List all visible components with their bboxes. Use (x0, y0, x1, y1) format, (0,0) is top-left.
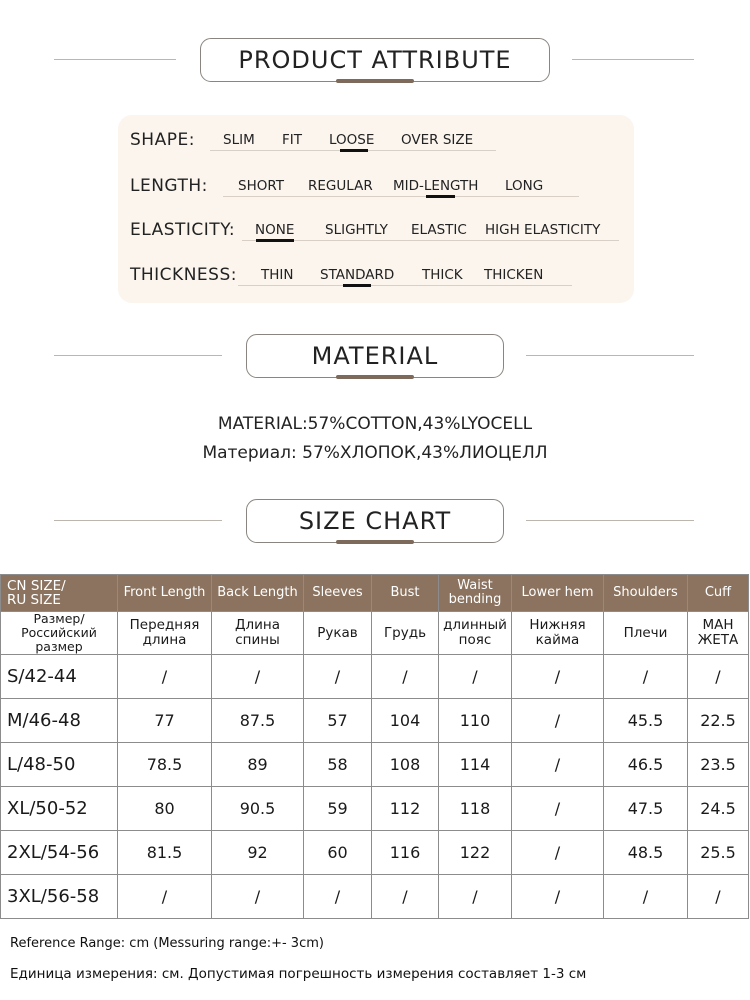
attribute-option: HIGH ELASTICITY (485, 222, 601, 238)
attribute-option-selected: STANDARD (320, 267, 395, 283)
selected-marker (340, 149, 368, 152)
attribute-option-selected: LOOSE (329, 132, 375, 148)
product-attribute-heading (200, 38, 550, 82)
attribute-baseline (223, 196, 579, 197)
table-cell: / (688, 875, 749, 919)
table-cell: / (304, 875, 372, 919)
table-cell: 58 (304, 743, 372, 787)
material-line-ru: Материал: 57%ХЛОПОК,43%ЛИОЦЕЛЛ (202, 443, 548, 463)
material-heading (246, 334, 504, 378)
size-table (0, 574, 749, 919)
table-cell: МАН ЖЕТА (688, 612, 749, 655)
divider-left (54, 520, 222, 521)
selected-marker (343, 284, 371, 287)
attribute-row-shape (118, 128, 634, 158)
attribute-row-length (118, 174, 634, 204)
table-cell: Front Length (118, 575, 212, 612)
table-cell: 60 (304, 831, 372, 875)
table-cell: / (439, 655, 512, 699)
table-cell: Cuff (688, 575, 749, 612)
table-cell: / (372, 655, 439, 699)
table-cell: / (372, 875, 439, 919)
table-cell: / (688, 655, 749, 699)
divider-right (572, 59, 694, 60)
size-label-cell: 3XL/56-58 (1, 875, 118, 919)
table-cell: 59 (304, 787, 372, 831)
table-row (1, 699, 749, 743)
heading-underline (336, 540, 414, 544)
attribute-option: OVER SIZE (401, 132, 474, 148)
attribute-option-selected: MID-LENGTH (393, 178, 479, 194)
table-cell: 112 (372, 787, 439, 831)
size-chart-heading (246, 499, 504, 543)
material-title: MATERIAL (311, 342, 439, 370)
table-cell: 48.5 (604, 831, 688, 875)
table-cell: / (118, 875, 212, 919)
table-header-row-ru (1, 612, 749, 655)
table-header-row (1, 575, 749, 612)
size-label-cell: M/46-48 (1, 699, 118, 743)
attribute-option: FIT (282, 132, 302, 148)
table-cell: 122 (439, 831, 512, 875)
table-cell: Длина спины (212, 612, 304, 655)
table-cell: Back Length (212, 575, 304, 612)
table-cell: Передняя длина (118, 612, 212, 655)
table-cell: / (512, 831, 604, 875)
table-cell: / (212, 655, 304, 699)
size-label-cell: CN SIZE/ RU SIZE (1, 575, 118, 612)
size-chart-title: SIZE CHART (298, 507, 452, 535)
table-cell: 78.5 (118, 743, 212, 787)
table-cell: 47.5 (604, 787, 688, 831)
table-cell: 116 (372, 831, 439, 875)
table-row (1, 743, 749, 787)
table-cell: Плечи (604, 612, 688, 655)
table-cell: / (304, 655, 372, 699)
table-row (1, 831, 749, 875)
material-line-en: MATERIAL:57%COTTON,43%LYOCELL (217, 414, 533, 434)
table-cell: 25.5 (688, 831, 749, 875)
table-cell: / (212, 875, 304, 919)
size-label-cell: S/42-44 (1, 655, 118, 699)
table-cell: Bust (372, 575, 439, 612)
table-cell: 80 (118, 787, 212, 831)
size-label-cell: Размер/ Российский размер (1, 612, 118, 655)
attribute-option: REGULAR (308, 178, 373, 194)
table-cell: / (512, 743, 604, 787)
attribute-baseline (242, 240, 619, 241)
size-label-cell: 2XL/54-56 (1, 831, 118, 875)
attribute-label: SHAPE: (130, 130, 195, 150)
attribute-panel (118, 115, 634, 303)
table-cell: 77 (118, 699, 212, 743)
table-cell: 89 (212, 743, 304, 787)
table-cell: 81.5 (118, 831, 212, 875)
table-cell: 110 (439, 699, 512, 743)
reference-range-note-ru: Единица измерения: см. Допустимая погрешность измерения составляет 1-3 см (10, 966, 587, 982)
attribute-row-elasticity (118, 218, 634, 248)
table-cell: / (118, 655, 212, 699)
attribute-option: THIN (261, 267, 294, 283)
table-cell: 24.5 (688, 787, 749, 831)
table-cell: 46.5 (604, 743, 688, 787)
table-cell: Нижняя кайма (512, 612, 604, 655)
size-label-cell: L/48-50 (1, 743, 118, 787)
table-cell: 45.5 (604, 699, 688, 743)
size-label-cell: XL/50-52 (1, 787, 118, 831)
attribute-option: SHORT (238, 178, 284, 194)
table-cell: 23.5 (688, 743, 749, 787)
table-cell: / (512, 699, 604, 743)
table-cell: 57 (304, 699, 372, 743)
attribute-option: THICK (422, 267, 463, 283)
heading-underline (336, 79, 414, 83)
table-cell: Lower hem (512, 575, 604, 612)
table-cell: 118 (439, 787, 512, 831)
attribute-row-thickness (118, 263, 634, 293)
divider-right (526, 355, 694, 356)
attribute-option: SLIGHTLY (325, 222, 388, 238)
attribute-label: ELASTICITY: (130, 220, 236, 240)
table-cell: 108 (372, 743, 439, 787)
attribute-option: LONG (505, 178, 544, 194)
table-cell: / (512, 655, 604, 699)
divider-left (54, 59, 176, 60)
attribute-option: THICKEN (484, 267, 544, 283)
table-cell: 87.5 (212, 699, 304, 743)
divider-left (54, 355, 222, 356)
attribute-option: ELASTIC (411, 222, 467, 238)
selected-marker (256, 239, 294, 242)
product-attribute-title: PRODUCT ATTRIBUTE (238, 46, 512, 74)
table-cell: 22.5 (688, 699, 749, 743)
table-cell: / (512, 875, 604, 919)
table-row (1, 655, 749, 699)
table-cell: / (439, 875, 512, 919)
table-cell: Waist bending (439, 575, 512, 612)
attribute-option: SLIM (223, 132, 255, 148)
reference-range-note: Reference Range: cm (Messuring range:+- 3cm) (10, 936, 324, 951)
table-cell: 114 (439, 743, 512, 787)
attribute-label: THICKNESS: (130, 265, 237, 285)
table-cell: Shoulders (604, 575, 688, 612)
table-cell: / (604, 655, 688, 699)
table-cell: 90.5 (212, 787, 304, 831)
table-cell: Рукав (304, 612, 372, 655)
table-cell: / (604, 875, 688, 919)
table-cell: / (512, 787, 604, 831)
divider-right (526, 520, 694, 521)
table-cell: длинный пояс (439, 612, 512, 655)
heading-underline (336, 375, 414, 379)
table-cell: Грудь (372, 612, 439, 655)
table-row (1, 787, 749, 831)
table-cell: 92 (212, 831, 304, 875)
selected-marker (426, 195, 455, 198)
table-cell: 104 (372, 699, 439, 743)
table-row (1, 875, 749, 919)
attribute-baseline (238, 285, 572, 286)
table-cell: Sleeves (304, 575, 372, 612)
attribute-option-selected: NONE (255, 222, 295, 238)
attribute-label: LENGTH: (130, 176, 208, 196)
